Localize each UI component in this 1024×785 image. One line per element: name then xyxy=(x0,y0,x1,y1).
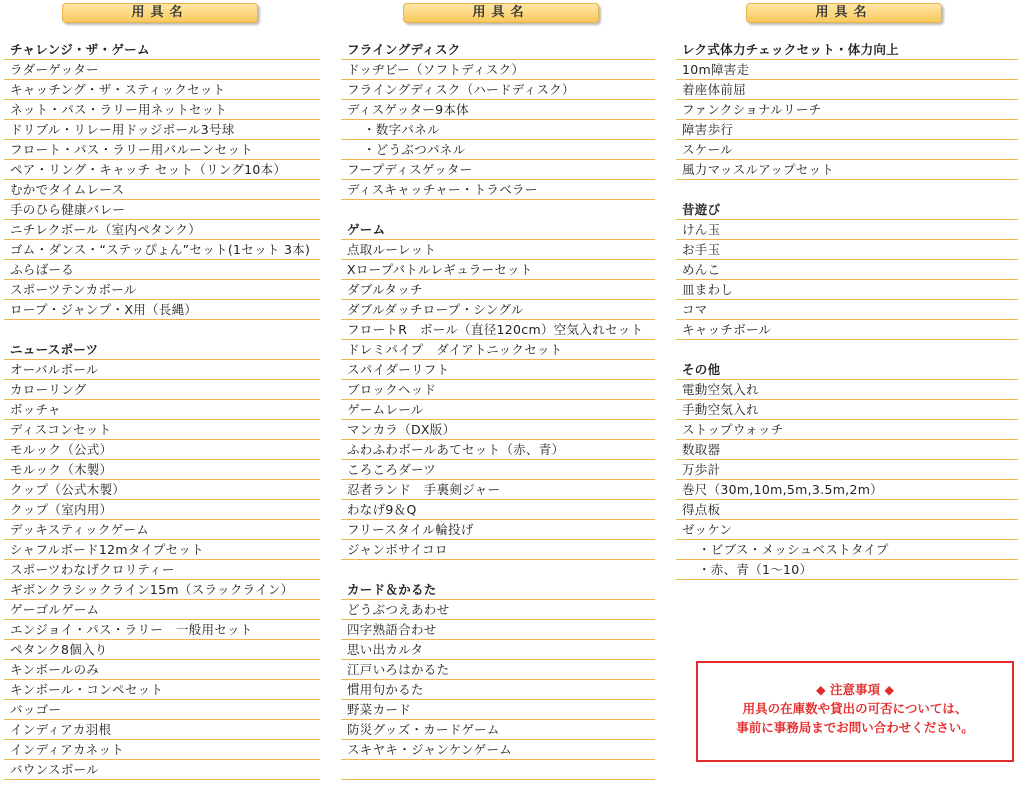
list-item: 数取器 xyxy=(676,440,1018,460)
list-item: ドレミパイプ ダイアトニックセット xyxy=(341,340,655,360)
list-item: ロープ・ジャンプ・X用（長縄） xyxy=(4,300,320,320)
list-item: バッゴー xyxy=(4,700,320,720)
list-item: ディスゲッター9本体 xyxy=(341,100,655,120)
list-item: ラダーゲッター xyxy=(4,60,320,80)
spacer-row xyxy=(676,180,1018,200)
list-item: めんこ xyxy=(676,260,1018,280)
list-item: フリースタイル輪投げ xyxy=(341,520,655,540)
list-item: オーバルボール xyxy=(4,360,320,380)
list-item: スパイダーリフト xyxy=(341,360,655,380)
column-2-list xyxy=(341,40,655,780)
list-item: 得点板 xyxy=(676,500,1018,520)
spacer-row xyxy=(4,320,320,340)
list-item: ニチレクボール（室内ペタンク） xyxy=(4,220,320,240)
list-item: 忍者ランド 手裏剣ジャー xyxy=(341,480,655,500)
list-item: フロートR ボール（直径120cm）空気入れセット xyxy=(341,320,655,340)
category-heading: 昔遊び xyxy=(676,200,1018,220)
list-item: ゼッケン xyxy=(676,520,1018,540)
list-item: スポーツテンカボール xyxy=(4,280,320,300)
list-item: モルック（公式） xyxy=(4,440,320,460)
list-item: キャッチング・ザ・スティックセット xyxy=(4,80,320,100)
list-item: デッキスティックゲーム xyxy=(4,520,320,540)
category-heading: レク式体力チェックセット・体力向上 xyxy=(676,40,1018,60)
list-item: 万歩計 xyxy=(676,460,1018,480)
list-item: ころころダーツ xyxy=(341,460,655,480)
list-item: モルック（木製） xyxy=(4,460,320,480)
list-item: コマ xyxy=(676,300,1018,320)
list-item: どうぶつえあわせ xyxy=(341,600,655,620)
list-item: 思い出カルタ xyxy=(341,640,655,660)
list-item: わなげ9＆Q xyxy=(341,500,655,520)
list-item: ゲームレール xyxy=(341,400,655,420)
list-item: 風力マッスルアップセット xyxy=(676,160,1018,180)
list-item: 手のひら健康バレー xyxy=(4,200,320,220)
list-item: ふらばーる xyxy=(4,260,320,280)
column-1-header: 用具名 xyxy=(62,3,258,23)
list-item: マンカラ（DX版） xyxy=(341,420,655,440)
list-item: ドッヂビー（ソフトディスク） xyxy=(341,60,655,80)
notice-box xyxy=(696,661,1014,762)
list-item: ペタンク8個入り xyxy=(4,640,320,660)
column-3-list xyxy=(676,40,1018,580)
list-item: カローリング xyxy=(4,380,320,400)
list-item: ダブルタッチ xyxy=(341,280,655,300)
list-item: キャッチボール xyxy=(676,320,1018,340)
list-item: 江戸いろはかるた xyxy=(341,660,655,680)
column-3-header: 用具名 xyxy=(746,3,942,23)
list-item: 電動空気入れ xyxy=(676,380,1018,400)
list-item: フロート・パス・ラリー用バルーンセット xyxy=(4,140,320,160)
list-item: キンボールのみ xyxy=(4,660,320,680)
list-item: ネット・パス・ラリー用ネットセット xyxy=(4,100,320,120)
notice-line-2: 事前に事務局までお問い合わせください。 xyxy=(736,720,974,735)
sub-item: ・赤、青（1〜10） xyxy=(676,560,1018,580)
list-item: ファンクショナルリーチ xyxy=(676,100,1018,120)
list-item: ジャンボサイコロ xyxy=(341,540,655,560)
sub-item: ・数字パネル xyxy=(341,120,655,140)
list-item: 着座体前屈 xyxy=(676,80,1018,100)
list-item: 障害歩行 xyxy=(676,120,1018,140)
list-item: けん玉 xyxy=(676,220,1018,240)
list-item: ゴム・ダンス・“ステッぴょん”セット(1セット 3本) xyxy=(4,240,320,260)
list-item: フープディスゲッター xyxy=(341,160,655,180)
list-item: エンジョイ・パス・ラリー 一般用セット xyxy=(4,620,320,640)
spacer-row xyxy=(341,560,655,580)
spacer-row xyxy=(676,340,1018,360)
list-item: クップ（室内用） xyxy=(4,500,320,520)
list-item: インディアカ羽根 xyxy=(4,720,320,740)
list-item: 慣用句かるた xyxy=(341,680,655,700)
list-item: ディスコンセット xyxy=(4,420,320,440)
sub-item: ・どうぶつパネル xyxy=(341,140,655,160)
list-item: 防災グッズ・カードゲーム xyxy=(341,720,655,740)
sub-item: ・ビブス・メッシュベストタイプ xyxy=(676,540,1018,560)
list-item: クップ（公式木製） xyxy=(4,480,320,500)
list-item: 皿まわし xyxy=(676,280,1018,300)
list-item: ふわふわボールあてセット（赤、青） xyxy=(341,440,655,460)
list-item: ギボンクラシックライン15m（スラックライン） xyxy=(4,580,320,600)
category-heading: フライングディスク xyxy=(341,40,655,60)
list-item: 10m障害走 xyxy=(676,60,1018,80)
category-heading: ゲーム xyxy=(341,220,655,240)
category-heading: カード＆かるた xyxy=(341,580,655,600)
column-1-list xyxy=(4,40,320,780)
notice-title: ◆ 注意事項 ◆ xyxy=(816,682,894,697)
list-item: 四字熟語合わせ xyxy=(341,620,655,640)
list-item: 巻尺（30m,10m,5m,3.5m,2m） xyxy=(676,480,1018,500)
list-item: ブロックヘッド xyxy=(341,380,655,400)
list-item: ドリブル・リレー用ドッジボール3号球 xyxy=(4,120,320,140)
list-item: ストップウォッチ xyxy=(676,420,1018,440)
list-item: ゲーゴルゲーム xyxy=(4,600,320,620)
column-2-header: 用具名 xyxy=(403,3,599,23)
list-item: ディスキャッチャー・トラベラー xyxy=(341,180,655,200)
list-item: スキヤキ・ジャンケンゲーム xyxy=(341,740,655,760)
category-heading: チャレンジ・ザ・ゲーム xyxy=(4,40,320,60)
list-item: シャフルボード12mタイプセット xyxy=(4,540,320,560)
list-item: ペア・リング・キャッチ セット（リング10本） xyxy=(4,160,320,180)
list-item: スケール xyxy=(676,140,1018,160)
list-item: ダブルダッチロープ・シングル xyxy=(341,300,655,320)
category-heading: その他 xyxy=(676,360,1018,380)
notice-line-1: 用具の在庫数や貸出の可否については、 xyxy=(742,701,968,716)
list-item: お手玉 xyxy=(676,240,1018,260)
list-item: インディアカネット xyxy=(4,740,320,760)
list-item: バウンスボール xyxy=(4,760,320,780)
list-item: ボッチャ xyxy=(4,400,320,420)
list-item: 手動空気入れ xyxy=(676,400,1018,420)
list-item: 点取ルーレット xyxy=(341,240,655,260)
list-item: 野菜カード xyxy=(341,700,655,720)
list-item: フライングディスク（ハードディスク） xyxy=(341,80,655,100)
list-item: むかでタイムレース xyxy=(4,180,320,200)
spacer-row xyxy=(341,200,655,220)
list-item: スポーツわなげクロリティー xyxy=(4,560,320,580)
category-heading: ニュースポーツ xyxy=(4,340,320,360)
list-item: Xロープバトルレギュラーセット xyxy=(341,260,655,280)
list-item xyxy=(341,760,655,780)
list-item: キンボール・コンペセット xyxy=(4,680,320,700)
